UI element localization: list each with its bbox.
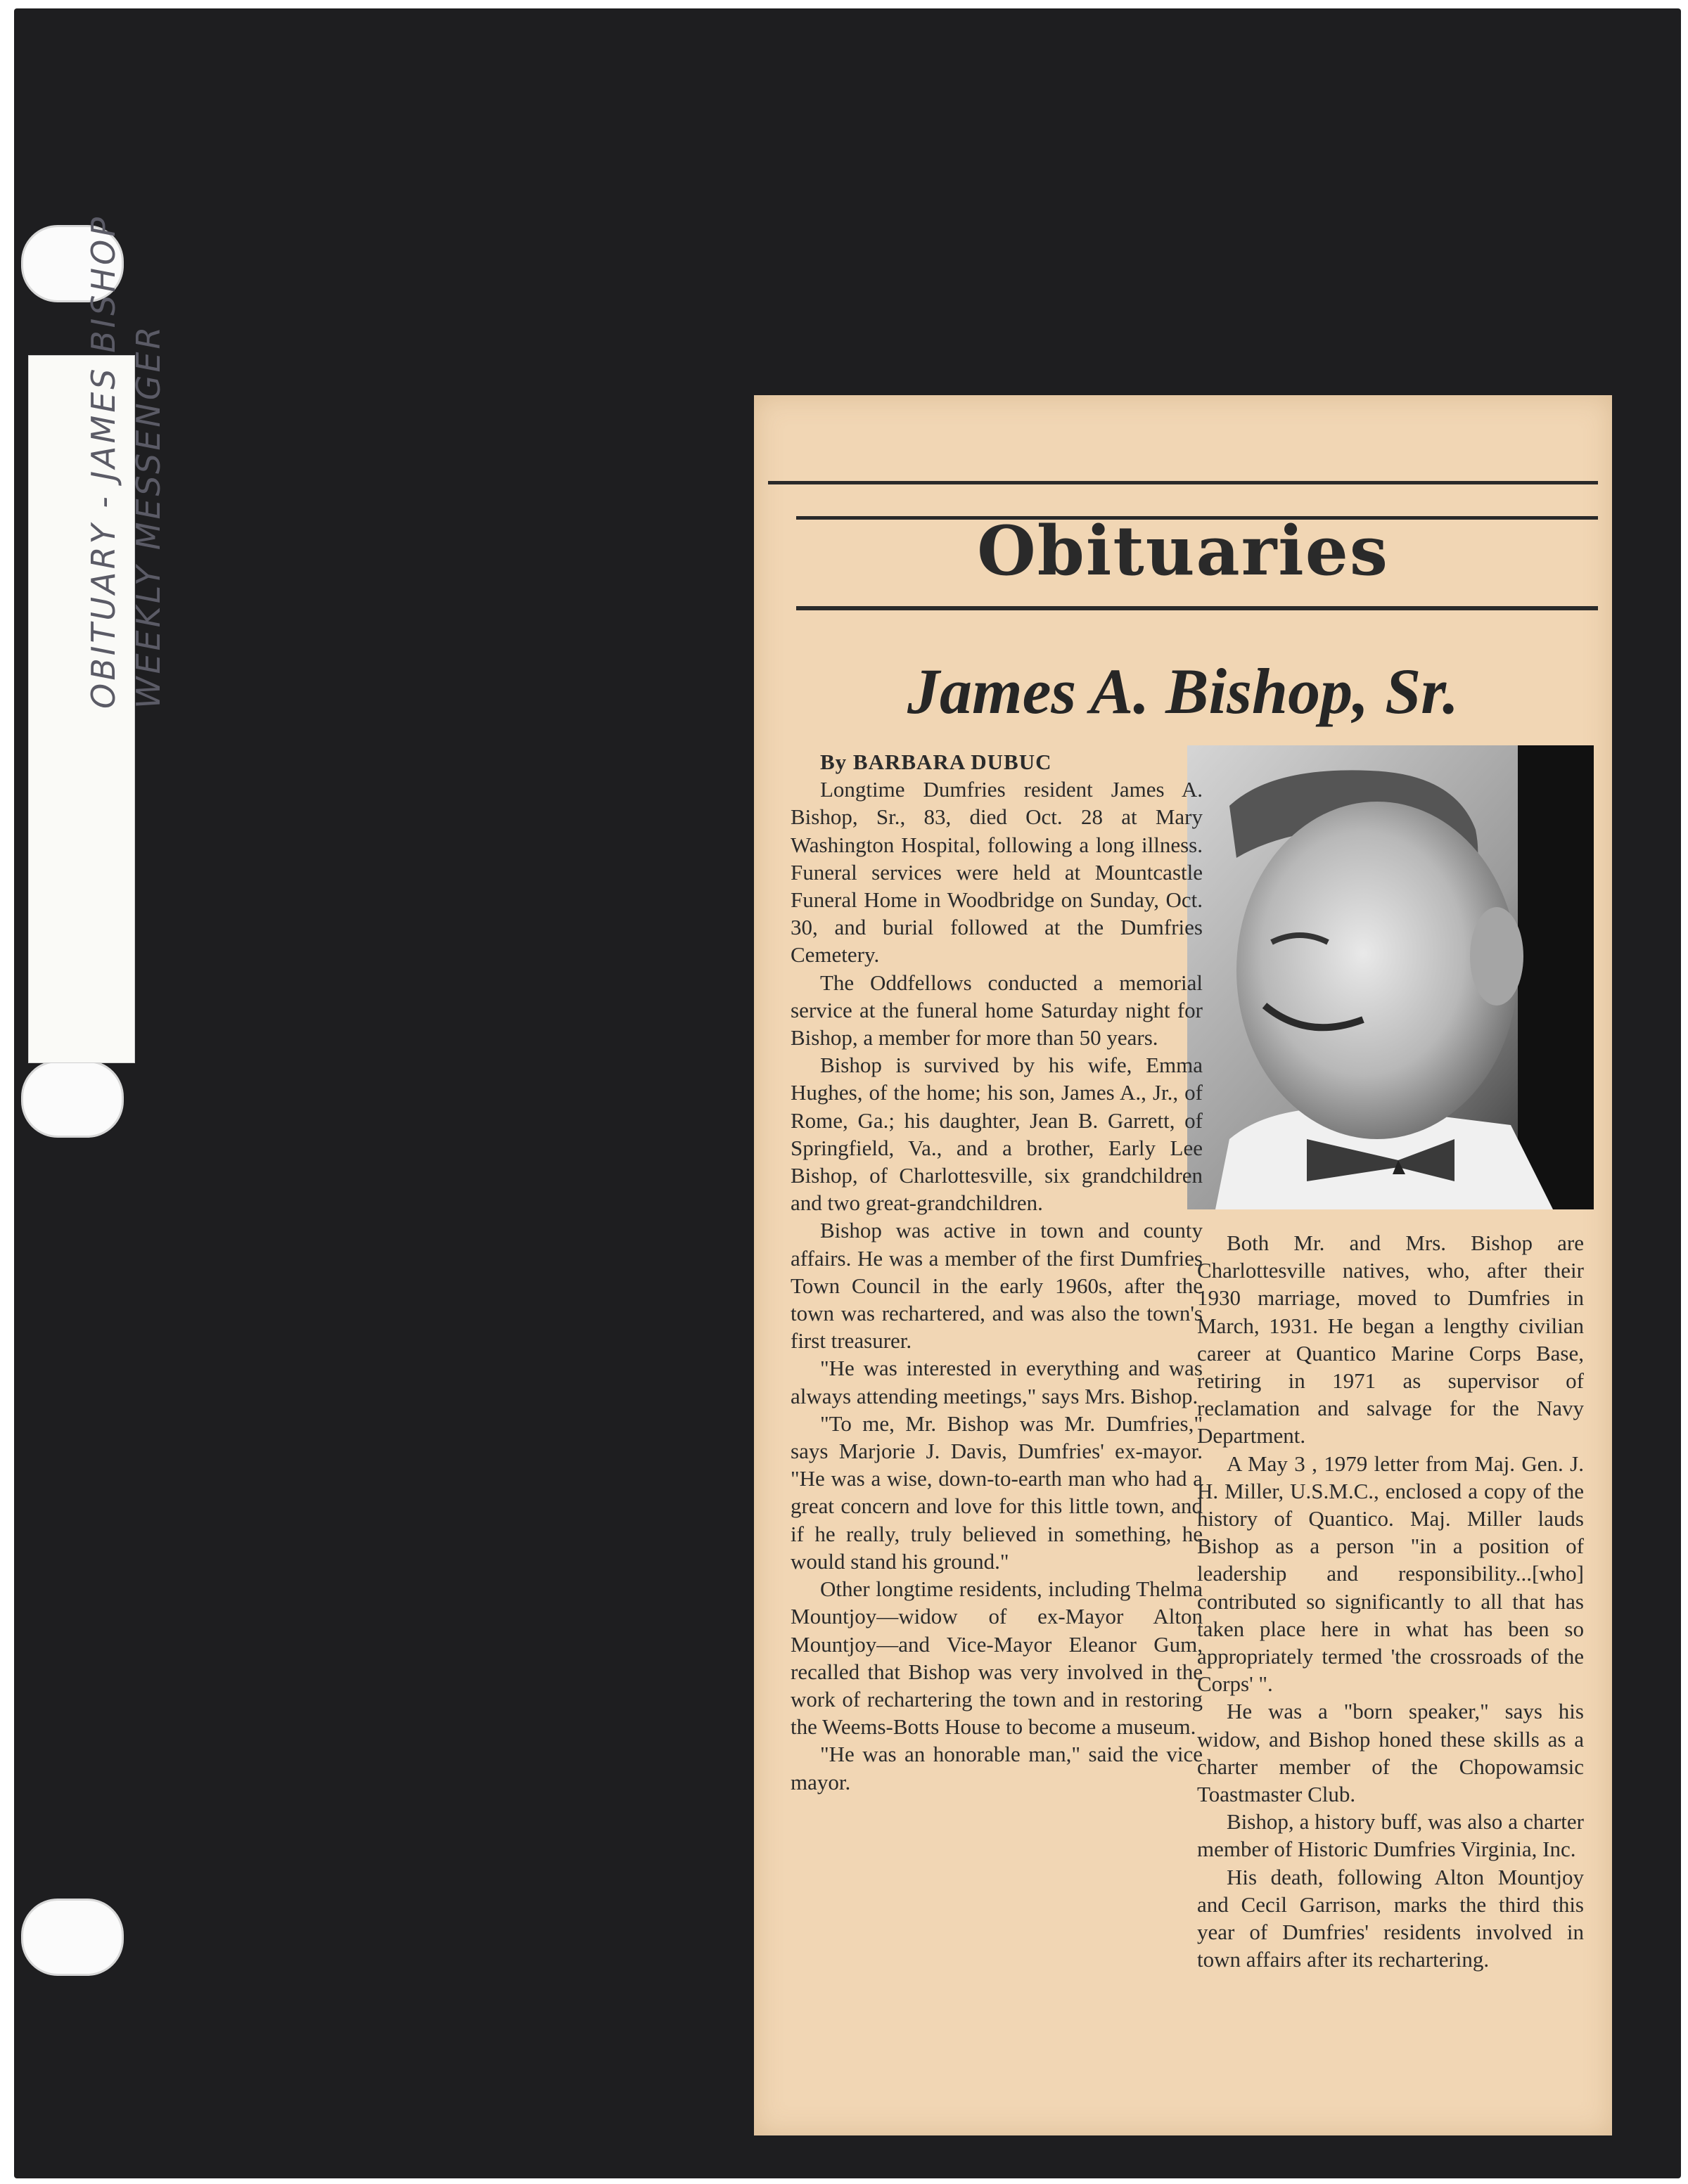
paragraph: A May 3 , 1979 letter from Maj. Gen. J. H. Miller, U.S.M.C., enclosed a copy of the history of Quantico. Maj. Miller lauds Bishop as a person "in a position of leadership and responsibility...[who] contributed so significantly to all that has taken place here in what has been so appropriately termed 'the crossroads of the Corps' ". — [1197, 1451, 1584, 1697]
paragraph: "He was interested in everything and was always attending meetings," says Mrs. Bishop. — [791, 1356, 1203, 1408]
paragraph: Other longtime residents, including Thelma Mountjoy—widow of ex-Mayor Alton Mountjoy—and Vice-Mayor Eleanor Gum, recalled that Bishop was very involved in the work of rechartering the town and in restoring the Weems-Botts House to become a museum. — [791, 1576, 1203, 1740]
article-column-1 — [791, 748, 1203, 1796]
paragraph: "To me, Mr. Bishop was Mr. Dumfries," says Marjorie J. Davis, Dumfries' ex-mayor. "He was a wise, down-to-earth man who had a great concern and love for this little town, and if he really, truly believed in something, he would stand his ground." — [791, 1411, 1203, 1574]
paragraph: The Oddfellows conducted a memorial service at the funeral home Saturday night for Bishop, a member for more than 50 years. — [791, 970, 1203, 1051]
masthead-rule-bottom — [796, 606, 1598, 610]
paragraph: Bishop, a history buff, was also a charter member of Historic Dumfries Virginia, Inc. — [1197, 1809, 1584, 1862]
masthead-rule-top-outer — [768, 481, 1598, 484]
paragraph: Both Mr. and Mrs. Bishop are Charlottesville natives, who, after their 1930 marriage, moved to Dumfries in March, 1931. He began a lengthy civilian career at Quantico Marine Corps Base, retiring in 1971 as supervisor of reclamation and salvage for the Navy Department. — [1197, 1231, 1584, 1448]
article-column-2 — [1197, 1229, 1584, 1973]
portrait-photo — [1187, 745, 1594, 1209]
paragraph: Bishop is survived by his wife, Emma Hughes, of the home; his son, James A., Jr., of Rome, Ga.; his daughter, Jean B. Garrett, of Springfield, Va., and a brother, Early Lee Bishop, of Charlottesville, six grandchildren and two great-grandchildren. — [791, 1053, 1203, 1216]
byline: By BARBARA DUBUC — [820, 750, 1052, 774]
binder-hole-middle — [21, 1060, 124, 1138]
paragraph: Bishop was active in town and county affairs. He was a member of the first Dumfries Town Council in the early 1960s, after the town was rechartered, and was also the town's first treasurer. — [791, 1218, 1203, 1354]
section-title: Obituaries — [977, 511, 1389, 591]
paragraph: He was a "born speaker," says his widow, and Bishop honed these skills as a charter member of the Chopowamsic Toastmaster Club. — [1197, 1699, 1584, 1807]
paragraph: Longtime Dumfries resident James A. Bishop, Sr., 83, died Oct. 28 at Mary Washington Hospital, following a long illness. Funeral services were held at Mountcastle Funeral Home in Woodbridge on Sunday, Oct. 30, and burial followed at the Dumfries Cemetery. — [791, 777, 1203, 968]
newspaper-clipping — [754, 395, 1612, 2135]
obituary-headline: James A. Bishop, Sr. — [907, 655, 1459, 727]
label-line-2: WEEKLY MESSENGER — [129, 323, 167, 709]
binder-hole-bottom — [21, 1899, 124, 1976]
paragraph: "He was an honorable man," said the vice mayor. — [791, 1742, 1203, 1794]
label-line-1: OBITUARY - JAMES BISHOP — [84, 214, 122, 709]
paragraph: His death, following Alton Mountjoy and Cecil Garrison, marks the third this year of Dumfries' residents involved in town affairs after its rechartering. — [1197, 1864, 1584, 1972]
handwritten-label — [81, 6, 186, 709]
